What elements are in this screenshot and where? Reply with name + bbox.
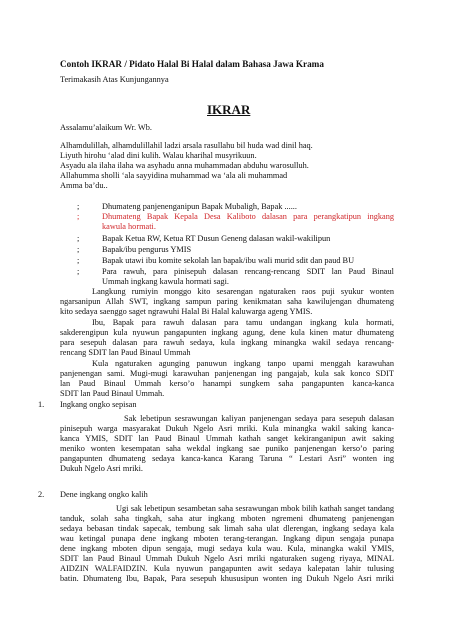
- bullet-mark: ;: [77, 245, 80, 254]
- paragraph-line: panjenengan sami. Mugi-mugi karawuhan panjenengan ing pangajab, kula sak konco SDIT: [60, 369, 394, 378]
- section-number: 1.: [38, 400, 45, 409]
- bullet-mark: ;: [77, 256, 80, 265]
- section-line: Ugi sak lebetipun sesambetan saha sesrawungan mbok bilih kathah sanget tandang: [116, 504, 394, 513]
- opening-line: Amma ba’du..: [60, 181, 108, 190]
- paragraph-line: ngarsanipun Allah SWT, ingkang sampun paring kenikmatan saha kawilujengan dhumateng: [60, 297, 394, 306]
- paragraph-line: Kula ngaturaken agunging panuwun ingkang tanpo upami menggah karawuhan: [92, 359, 394, 368]
- bullet-mark: ;: [77, 267, 80, 276]
- bullet-mark: ;: [77, 212, 80, 221]
- section-line: dene ingkang mboten dipun sengaja, mugi sedaya kula wau. Kula, minangka wakil YMIS,: [60, 544, 394, 553]
- bullet-item: Dhumateng panjenenganipun Bapak Mubaligh, Bapak ......: [102, 202, 297, 211]
- bullet-item: Dhumateng Bapak Kepala Desa Kaliboto dalasan para perangkatipun ingkang: [102, 212, 394, 221]
- paragraph-line: rencang SDIT lan Paud Binaul Ummah: [60, 348, 191, 357]
- paragraph-line: kito sedaya saenggo saget ngrawuhi Halal Bi Halal kaluwarga ageng YMIS.: [60, 307, 313, 316]
- opening-line: Alhamdulillah, alhamdulillahil ladzi arsala rasullahu bil huda wad dinil haq.: [60, 141, 313, 150]
- section-line: kanca YMIS, SDIT lan Paud Binaul Ummah kathah sanget kekiranganipun awit saking: [60, 434, 394, 443]
- section-heading: Dene ingkang ongko kalih: [60, 490, 148, 499]
- section-line: tanduk, solah saha tingkah, saha atur ingkang mboten ngremeni dhumateng panjenengan: [60, 514, 394, 523]
- section-line: pangapunten dhumateng sedaya kanca-kanca Karang Taruna “ Lestari Asri” wonten ing: [60, 454, 394, 463]
- section-line: Sak lebetipun sesrawungan kaliyan panjenengan sedaya para sesepuh dalasan: [124, 414, 394, 423]
- ikrar-heading: IKRAR: [207, 102, 251, 117]
- bullet-item: Para rawuh, para pinisepuh dalasan rencang-rencang SDIT lan Paud Binaul: [102, 267, 394, 276]
- opening-line: Liyuth hirohu ‘alad dini kulih. Walau kharihal musyrikuun.: [60, 151, 257, 160]
- bullet-item: Bapak Ketua RW, Ketua RT Dusun Geneng dalasan wakil-wakilipun: [102, 234, 331, 243]
- bullet-mark: ;: [77, 202, 80, 211]
- section-line: meniko wonten kesempatan saha wekdal ingkang sae puniko panjenengan kerso’o paring: [60, 444, 394, 453]
- bullet-item: Bapak utawi ibu komite sekolah lan bapak/ibu wali murid sdit dan paud BU: [102, 256, 355, 265]
- opening-line: Allahumma sholli ‘ala sayyidina muhammad wa ‘ala ali muhammad: [60, 171, 288, 180]
- section-heading: Ingkang ongko sepisan: [60, 400, 137, 409]
- section-line: wau ketingal punapa dene ingkang mboten terang-terangan. Ingkang dipun sengaja punapa: [60, 534, 394, 543]
- salam: Assalamu’alaikum Wr. Wb.: [60, 123, 152, 132]
- opening-line: Asyadu ala ilaha ilaha wa asyhadu anna muhammadan abduhu warosulluh.: [60, 161, 309, 170]
- document-subtitle: Terimakasih Atas Kunjungannya: [60, 75, 169, 84]
- paragraph-line: sakderengipun kula nyuwun pangapunten ingkang agung, dene kula kinen matur dhumateng: [60, 328, 394, 337]
- paragraph-line: Ibu, Bapak para rawuh dalasan para tamu undangan ingkang kula hormati,: [92, 318, 394, 327]
- bullet-item: Bapak/ibu pengurus YMIS: [102, 245, 192, 254]
- bullet-item-cont: kawula hormati.: [102, 222, 156, 231]
- bullet-item-cont: Ummah ingkang kawula hormati sagi.: [102, 277, 229, 286]
- section-number: 2.: [38, 490, 45, 499]
- section-line: SDIT lan Paud Binaul Ummah Dukuh Ngelo Asri mriki ngaturaken sugeng riyaya, MINAL: [60, 554, 394, 563]
- paragraph-line: Langkung rumiyin monggo kito sesarengan ngaturaken raos puji syukur wonten: [92, 287, 394, 296]
- paragraph-line: para sesepuh dalasan para rawuh sedaya, kula ingkang minangka wakil sedaya rencang-: [60, 338, 394, 347]
- section-line: batin. Dhumateng Ibu, Bapak, Para sesepuh khususipun wonten ing Dukuh Ngelo Asri mriki: [60, 574, 394, 583]
- bullet-mark: ;: [77, 234, 80, 243]
- section-line: Dukuh Ngelo Asri mriki.: [60, 464, 143, 473]
- section-line: sedaya bebasan tindak sapecak, tembung sak limah saha ulat dlerengan, ingkang sedaya kala: [60, 524, 394, 533]
- paragraph-line: SDIT lan Paud Binaul Ummah.: [60, 389, 165, 398]
- section-line: AIDZIN WALFAIDZIN. Kula nyuwun pangapunten awit sedaya kalepatan lahir tulusing: [60, 564, 394, 573]
- section-line: pinisepuh warga masyarakat Dukuh Ngelo Asri mriki. Kula minangka wakil saking kanca-: [60, 424, 394, 433]
- document-title: Contoh IKRAR / Pidato Halal Bi Halal dalam Bahasa Jawa Krama: [60, 59, 324, 69]
- paragraph-line: lan Paud Binaul Ummah kerso’o hanampi sungkem saha pangapunten kanca-kanca: [60, 379, 394, 388]
